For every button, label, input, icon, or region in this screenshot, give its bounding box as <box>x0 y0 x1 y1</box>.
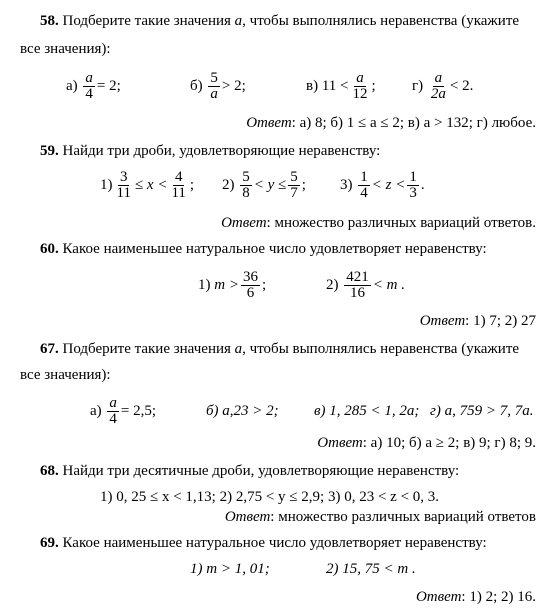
problem-59-statement: 59. Найди три дроби, удовлетворяющие неравенству: <box>40 143 381 159</box>
problem-60-answer: Ответ: 1) 7; 2) 27 <box>419 313 536 329</box>
problem-69-answer: Ответ: 1) 2; 2) 16. <box>415 589 536 605</box>
problem-68-statement: 68. Найди три десятичные дроби, удовлетворяющие неравенству: <box>40 463 460 479</box>
problem-69-item-1: 1) m > 1, 01; <box>190 561 270 577</box>
item-a: а) $\frac{a}{4}$ = 2,5; <box>90 394 157 427</box>
item-3: 3) $\frac{1}{4}$ < z < $\frac{1}{3}$ . <box>340 168 425 201</box>
fraction: $\frac{5}{a}$ <box>210 69 218 102</box>
statement-text: , чтобы выполнялись неравенства (укажите <box>242 13 520 29</box>
item-d: г) $\frac{a}{2a}$ < 2. <box>412 69 474 102</box>
problem-67-answer: Ответ: а) 10; б) a ≥ 2; в) 9; г) 8; 9. <box>317 435 536 451</box>
problem-number: 58. <box>40 13 59 29</box>
fraction: $\frac{a}{12}$ <box>352 69 368 102</box>
item-b: б) a,23 > 2; <box>206 402 279 419</box>
problem-67-items <box>0 390 556 432</box>
problem-58-items <box>0 66 556 106</box>
problem-67-statement-cont: все значения): <box>20 367 111 383</box>
problem-67-statement: 67. Подберите такие значения a, чтобы выполнялись неравенства (укажите <box>40 341 520 357</box>
variable: a <box>234 13 243 29</box>
problem-59-items <box>0 164 556 206</box>
item-1: 1) m > $\frac{36}{6}$ ; <box>198 268 267 301</box>
item-b: б) $\frac{5}{a}$ > 2; <box>190 69 246 102</box>
problem-68-items: 1) 0, 25 ≤ x < 1,13; 2) 2,75 < y ≤ 2,9; 3) 0, 23 < z < 0, 3. <box>100 489 440 505</box>
fraction: $\frac{a}{2a}$ <box>430 69 446 102</box>
problem-58-statement-cont: все значения): <box>20 41 111 57</box>
fraction: $\frac{a}{4}$ <box>85 69 93 102</box>
problem-69-statement: 69. Какое наименьшее натуральное число удовлетворяет неравенству: <box>40 535 487 551</box>
item-c: в) 1, 285 < 1, 2a; <box>314 402 420 419</box>
problem-69-item-2: 2) 15, 75 < m . <box>326 561 416 577</box>
problem-68-answer: Ответ: множество различных вариаций ответов <box>224 509 536 525</box>
item-d: г) a, 759 > 7, 7a. <box>430 402 534 419</box>
problem-58-answer: Ответ: а) 8; б) 1 ≤ a ≤ 2; в) a > 132; г) любое. <box>246 115 536 131</box>
item-2: 2) $\frac{5}{8}$ < y ≤ $\frac{5}{7}$ ; <box>222 168 306 201</box>
problem-58-statement <box>40 12 519 30</box>
statement-text: Подберите такие значения <box>62 13 231 29</box>
problem-60-statement: 60. Какое наименьшее натуральное число удовлетворяет неравенству: <box>40 241 487 257</box>
problem-60-items <box>0 264 556 306</box>
problem-59-answer: Ответ: множество различных вариаций ответов. <box>221 215 536 231</box>
item-1: 1) $\frac{3}{11}$ ≤ x < $\frac{4}{11}$ ; <box>100 168 195 201</box>
item-a: а) $\frac{a}{4}$ = 2; <box>66 69 121 102</box>
item-c: в) 11 < $\frac{a}{12}$ ; <box>306 69 376 102</box>
item-2: 2) $\frac{421}{16}$ < m . <box>326 268 405 301</box>
